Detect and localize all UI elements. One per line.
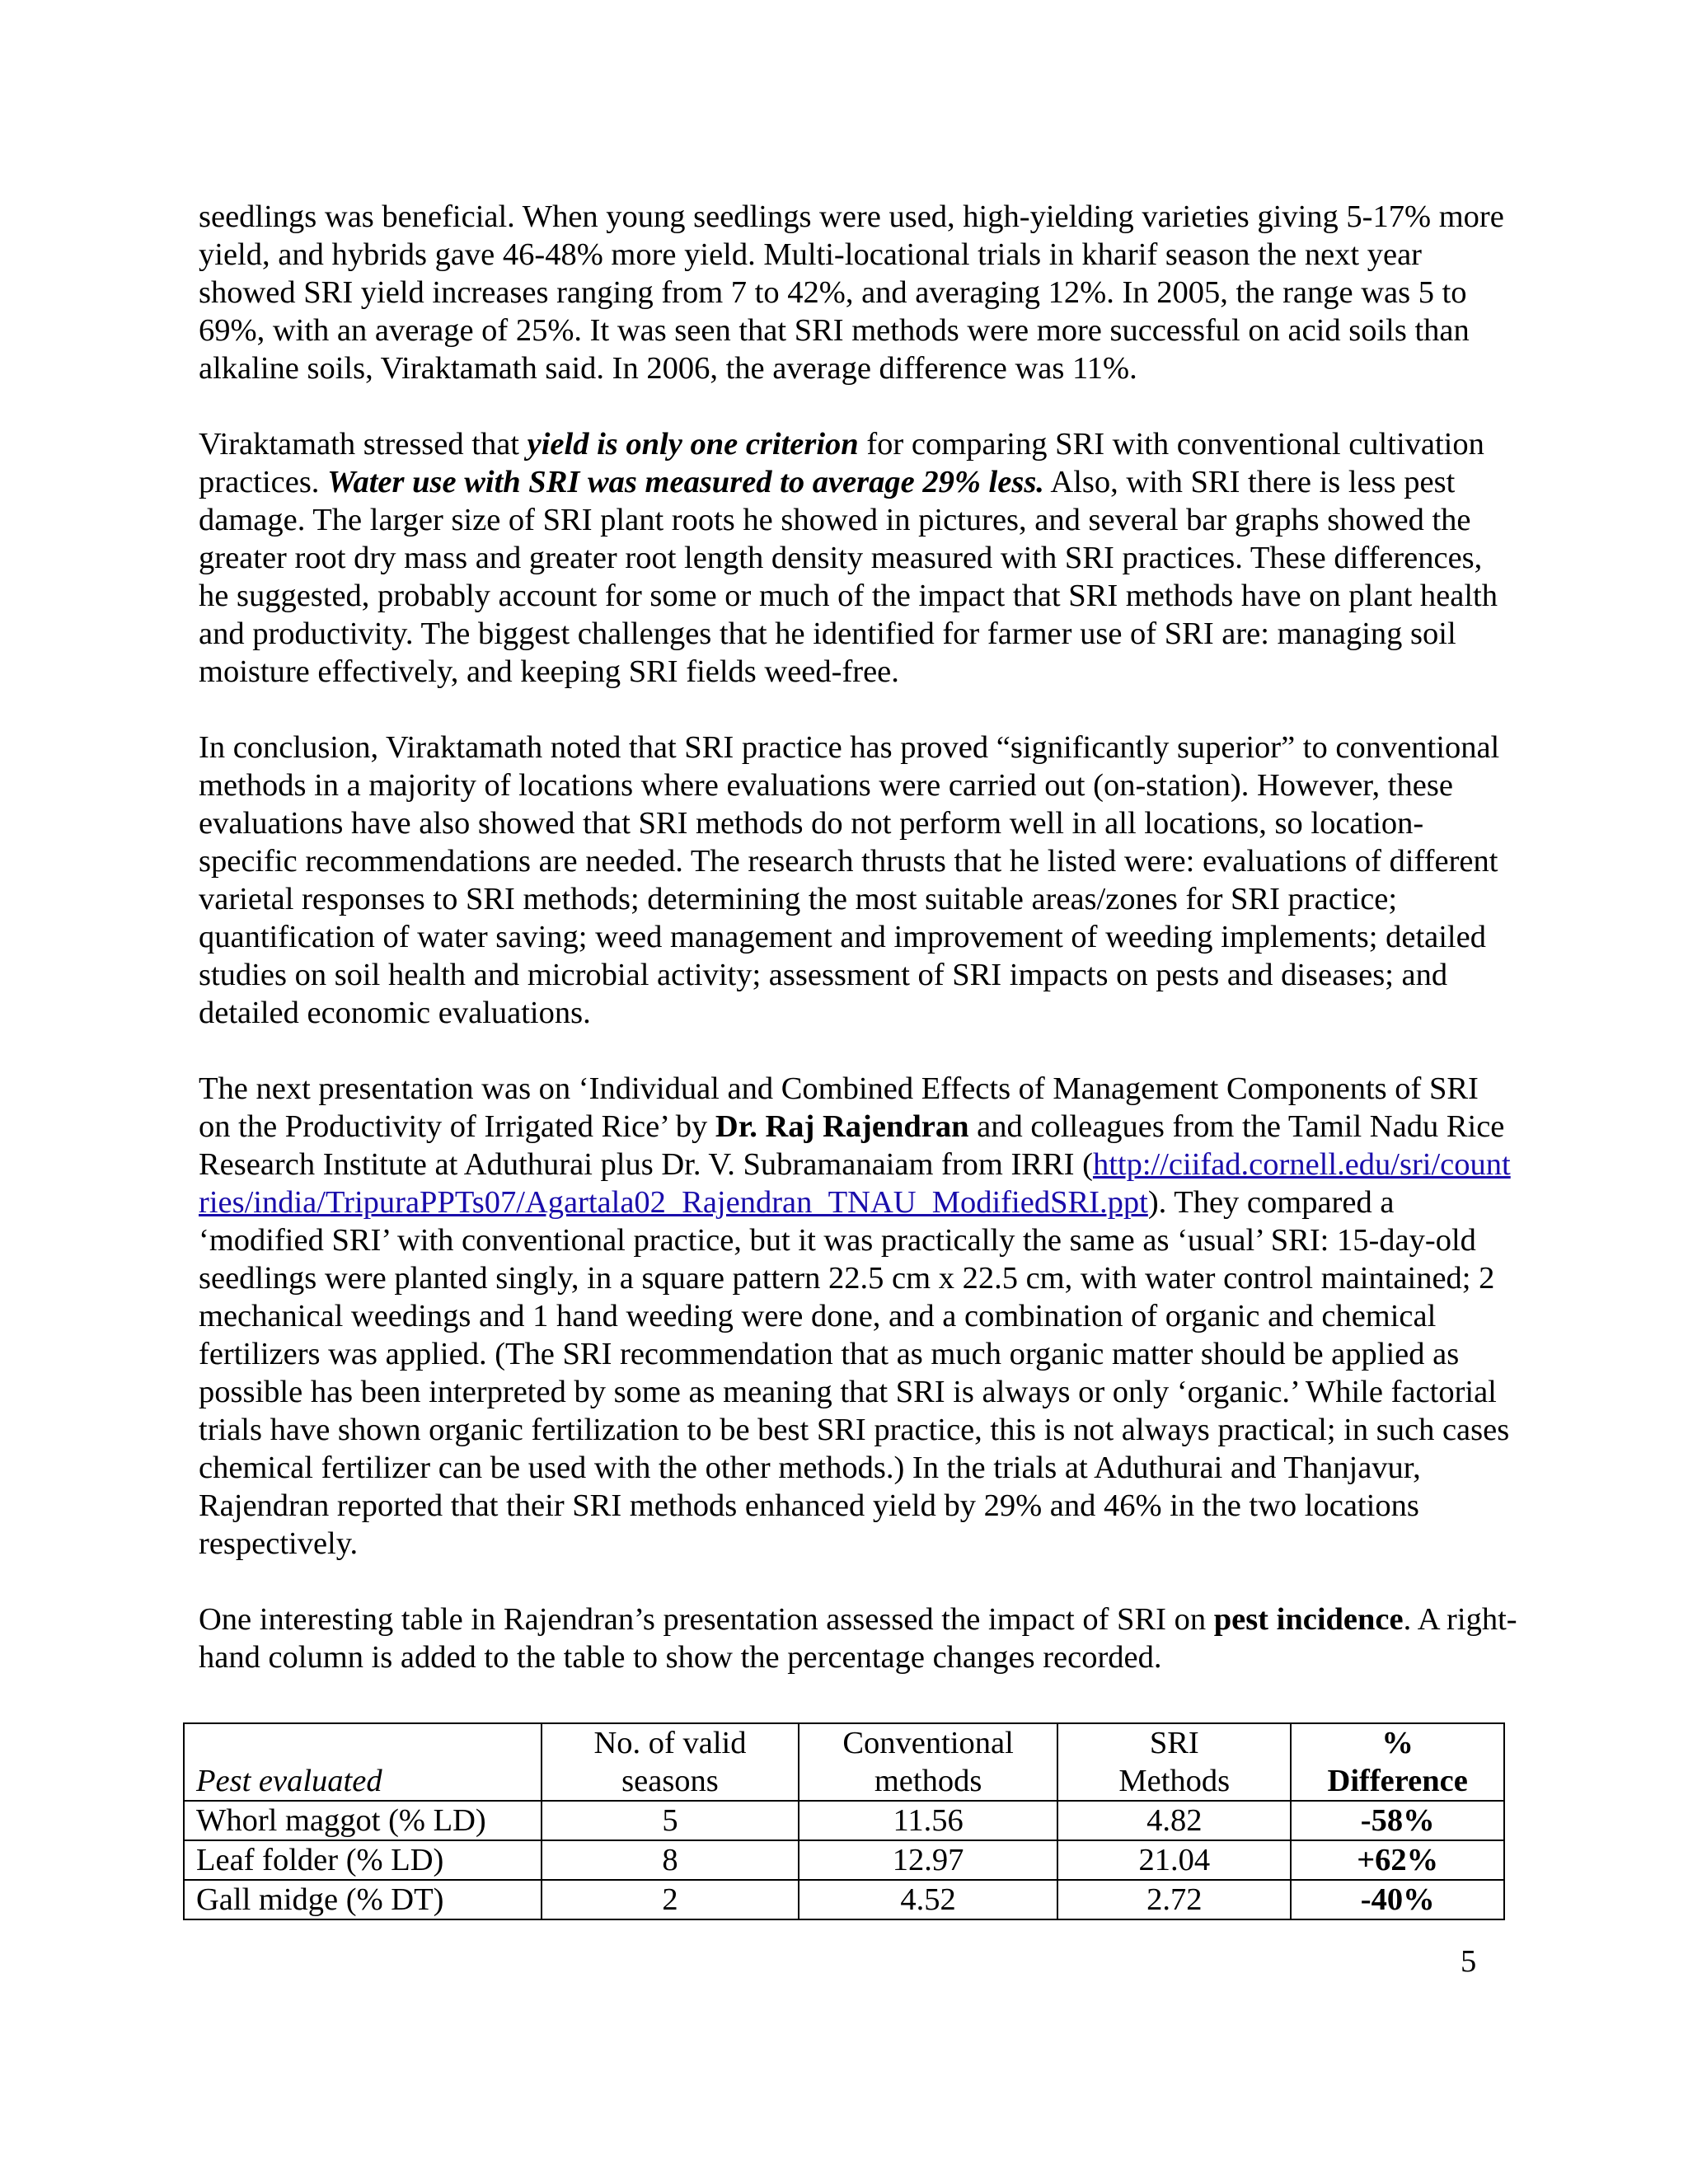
cell-seasons: 8 [542,1840,799,1880]
pest-incidence-table [183,1722,1505,1920]
header-conventional: Conventional methods [799,1723,1057,1801]
cell-sri: 21.04 [1057,1840,1291,1880]
table-header-row [184,1723,1504,1801]
cell-seasons: 5 [542,1801,799,1840]
paragraph-4: The next presentation was on ‘Individual and Combined Effects of Management Components of SRI on the Productivity of Irrigated Rice’ by Dr. Raj Rajendran and colleagues from the Tamil Nadu Rice Research Institute at Aduthurai plus Dr. V. Subramanaiam from IRRI (http://ciifad.cornell.edu/sri/countries/india/TripuraPPTs07/Agartala02_Rajendran_TNAU_ModifiedSRI.ppt). They compared a ‘modified SRI’ with conventional practice, but it was practically the same as ‘usual’ SRI: 15-day-old seedlings were planted singly, in a square pattern 22.5 cm x 22.5 cm, with water control maintained; 2 mechanical weedings and 1 hand weeding were done, and a combination of organic and chemical fertilizers was applied. (The SRI recommendation that as much organic matter should be applied as possible has been interpreted by some as meaning that SRI is always or only ‘organic.’ While factorial trials have shown organic fertilization to be best SRI practice, this is not always practical; in such cases chemical fertilizer can be used with the other methods.) In the trials at Aduthurai and Thanjavur, Rajendran reported that their SRI methods enhanced yield by 29% and 46% in the two locations respectively. [199,1071,1511,1561]
cell-conventional: 12.97 [799,1840,1057,1880]
header-pest-evaluated: Pest evaluated [184,1723,542,1801]
header-difference: % Difference [1291,1723,1504,1801]
paragraph-5: One interesting table in Rajendran’s presentation assessed the impact of SRI on pest incidence. A right-hand column is added to the table to show the percentage changes recorded. [199,1602,1517,1675]
presentation-link[interactable]: http://ciifad.cornell.edu/sri/countries/india/TripuraPPTs07/Agartala02_Rajendran_TNAU_ModifiedSRI.ppt [199,1147,1511,1220]
table-row [184,1840,1504,1880]
cell-difference: -40% [1291,1880,1504,1919]
cell-difference: +62% [1291,1840,1504,1880]
cell-sri: 2.72 [1057,1880,1291,1919]
page-number: 5 [1461,1944,1477,1979]
header-sri: SRI Methods [1057,1723,1291,1801]
emphasis-yield-criterion: yield is only one criterion [527,427,859,462]
document-body [199,198,1517,1676]
cell-conventional: 11.56 [799,1801,1057,1840]
cell-seasons: 2 [542,1880,799,1919]
cell-pest: Whorl maggot (% LD) [184,1801,542,1840]
cell-conventional: 4.52 [799,1880,1057,1919]
table-row [184,1801,1504,1840]
emphasis-pest-incidence: pest incidence [1213,1602,1404,1637]
table-row [184,1880,1504,1919]
author-name: Dr. Raj Rajendran [715,1109,969,1144]
cell-difference: -58% [1291,1801,1504,1840]
paragraph-2: Viraktamath stressed that yield is only one criterion for comparing SRI with conventional cultivation practices. Water use with SRI was measured to average 29% less. Also, with SRI there is less pest damage. The larger size of SRI plant roots he showed in pictures, and several bar graphs showed the greater root dry mass and greater root length density measured with SRI practices. These differences, he suggested, probably account for some or much of the impact that SRI methods have on plant health and productivity. The biggest challenges that he identified for farmer use of SRI are: managing soil moisture effectively, and keeping SRI fields weed-free. [199,427,1498,689]
cell-sri: 4.82 [1057,1801,1291,1840]
paragraph-3: In conclusion, Viraktamath noted that SRI practice has proved “significantly superior” to conventional methods in a majority of locations where evaluations were carried out (on-station). However, these evaluations have also showed that SRI methods do not perform well in all locations, so location-specific recommendations are needed. The research thrusts that he listed were: evaluations of different varietal responses to SRI methods; determining the most suitable areas/zones for SRI practice; quantification of water saving; weed management and improvement of weeding implements; detailed studies on soil health and microbial activity; assessment of SRI impacts on pests and diseases; and detailed economic evaluations. [199,730,1500,1030]
cell-pest: Leaf folder (% LD) [184,1840,542,1880]
header-valid-seasons: No. of valid seasons [542,1723,799,1801]
emphasis-water-use: Water use with SRI was measured to average 29% less. [327,465,1044,499]
cell-pest: Gall midge (% DT) [184,1880,542,1919]
paragraph-1: seedlings was beneficial. When young seedlings were used, high-yielding varieties giving 5-17% more yield, and hybrids gave 46-48% more yield. Multi-locational trials in kharif season the next year showed SRI yield increases ranging from 7 to 42%, and averaging 12%. In 2005, the range was 5 to 69%, with an average of 25%. It was seen that SRI methods were more successful on acid soils than alkaline soils, Viraktamath said. In 2006, the average difference was 11%. [199,199,1504,386]
